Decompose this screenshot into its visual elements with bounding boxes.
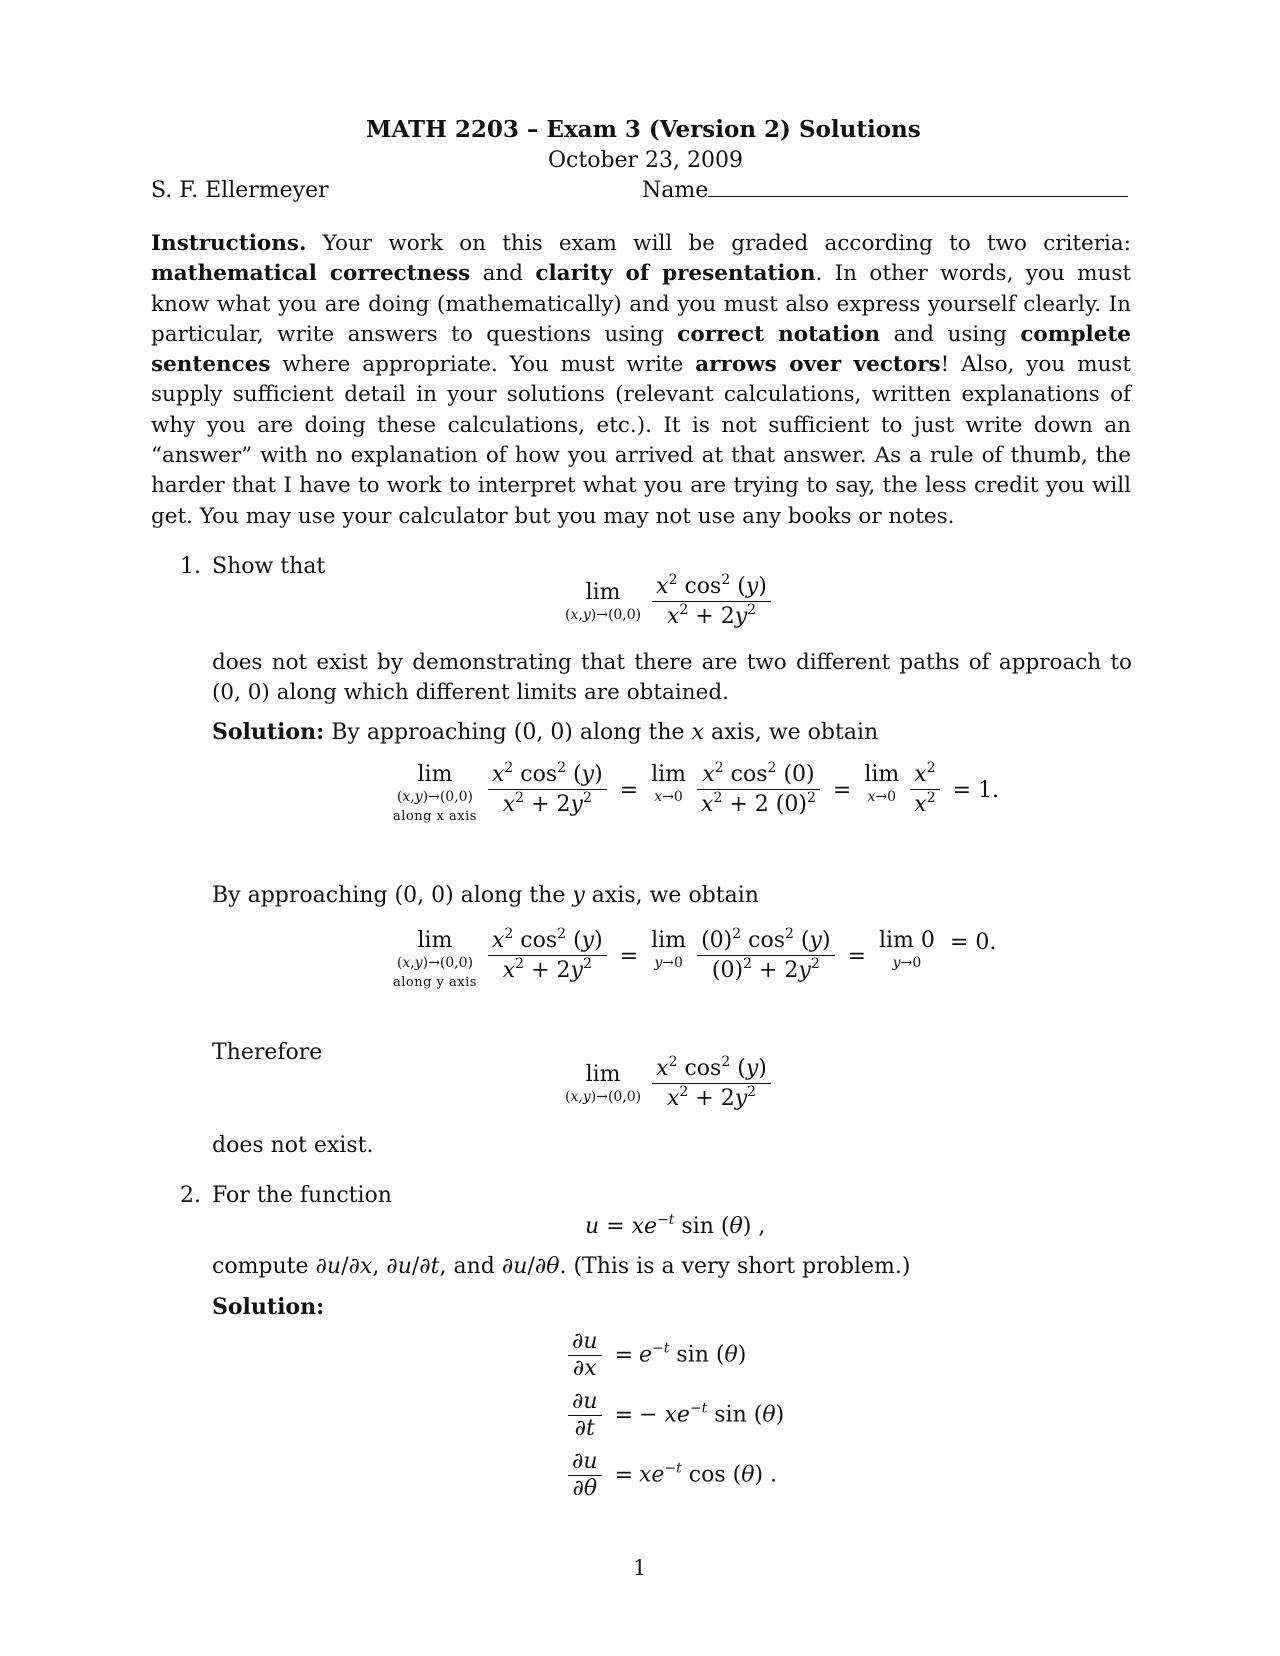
exam-title: MATH 2203 – Exam 3 (Version 2) Solutions (366, 116, 921, 143)
result-x: = 1. (952, 778, 1000, 803)
instr-text-2: and (470, 261, 536, 287)
problem-2-number: 2. (180, 1183, 201, 1208)
du-dt-row: $\frac{\partial u}{\partial t}$ = − $xe^{-t}$ sin (θ) (568, 1391, 784, 1451)
along-y-label: along y axis (393, 975, 477, 990)
instr-text-5: where appropriate. You must write (270, 352, 696, 378)
instr-bold-1: mathematical correctness (151, 261, 471, 287)
problem-1-solution-x (212, 719, 878, 745)
problem-1-statement: does not exist by demonstrating that there are two different paths of approach to (0, 0) along which different limits are obtained. (212, 650, 1132, 706)
solution-label-2: Solution: (212, 1294, 325, 1320)
instr-bold-2: clarity of presentation (535, 261, 816, 287)
sol-x-text-post: axis, we obtain (703, 720, 879, 745)
problem-1-prompt: Show that (212, 554, 326, 579)
exam-date: October 23, 2009 (548, 148, 744, 173)
problem-2-prompt: For the function (212, 1183, 392, 1208)
partial-derivatives (568, 1331, 784, 1511)
problem-1-limit: lim (x,y)→(0,0) $\frac{x^2 \cos^2 (y)}{x^2 + 2y^2}$ (565, 574, 771, 629)
instr-bold-4: complete sentences (151, 321, 1131, 378)
name-blank-line (708, 178, 1128, 197)
instr-text-4: and using (880, 321, 1021, 347)
sol-y-text-post: axis, we obtain (584, 883, 759, 908)
conclusion-text: does not exist. (212, 1133, 374, 1158)
problem-1-number: 1. (180, 554, 201, 579)
sol-y-var: y (572, 883, 585, 908)
problem-2-solution-label (212, 1294, 324, 1320)
problem-1-solution-y (212, 883, 759, 908)
along-x-label: along x axis (393, 809, 477, 824)
problem-1-limit-repeat: lim (x,y)→(0,0) $\frac{x^2 \cos^2 (y)}{x^2 + 2y^2}$ (565, 1056, 771, 1111)
du-dtheta-row: $\frac{\partial u}{\partial\theta}$ = $xe^{-t}$ cos (θ) . (568, 1451, 784, 1511)
instr-text-1: Your work on this exam will be graded according to two criteria: (306, 231, 1131, 256)
instructions-paragraph (151, 229, 1131, 532)
instructions-lead: Instructions. (151, 231, 307, 256)
author: S. F. Ellermeyer (151, 178, 329, 203)
problem-2-compute: compute ∂u/∂x, ∂u/∂t, and ∂u/∂θ. (This is a very short problem.) (212, 1254, 911, 1279)
page-number: 1 (633, 1556, 647, 1580)
name-label: Name (642, 178, 709, 203)
sol-y-text-pre: By approaching (0, 0) along the (212, 883, 573, 908)
instr-text-6: ! Also, you must supply sufficient detail in your solutions (relevant calculations, written explanations of why you are doing these calculations, etc.). It is not sufficient to just write down an “answer” with no explanation of how you arrived at that answer. As a rule of thumb, the harder that I have to work to interpret what you are trying to say, the less credit you will get. You may use your calculator but you may not use any books or notes. (151, 352, 1131, 529)
instr-text-3: . In other words, you must know what you are doing (mathematically) and you must also express yourself clearly. In particular, write answers to questions using (151, 261, 1131, 347)
name-field (642, 178, 1128, 203)
therefore-text: Therefore (212, 1040, 323, 1065)
compute-note: . (This is a very short problem.) (559, 1254, 911, 1279)
sol-x-text-pre: By approaching (0, 0) along the (324, 720, 692, 745)
du-dx-row: $\frac{\partial u}{\partial x}$ = $e^{-t}$ sin (θ) (568, 1331, 784, 1391)
instr-bold-5: arrows over vectors (695, 352, 941, 378)
solution-label-1: Solution: (212, 719, 325, 745)
limit-along-y-axis: lim (x,y)→(0,0) along y axis $\frac{x^2 \cos^2 (y)}{x^2 + 2y^2}$ = lim y→0 $\frac{(0)^2 \cos^2 (y)}{(0)^2 + 2y^2}$ = lim 0 y→0 = 0. (393, 926, 997, 990)
limit-along-x-axis: lim (x,y)→(0,0) along x axis $\frac{x^2 \cos^2 (y)}{x^2 + 2y^2}$ = lim x→0 $\frac{x^2 \cos^2 (0)}{x^2 + 2 (0)^2}$ = lim x→0 $\frac{x^2}{x^2}$ = 1. (393, 760, 1000, 824)
function-definition: $u = xe^{-t}$ sin (θ) , (585, 1212, 766, 1239)
result-y: = 0. (949, 930, 997, 955)
sol-x-var: x (691, 720, 704, 745)
instr-bold-3: correct notation (677, 321, 881, 347)
